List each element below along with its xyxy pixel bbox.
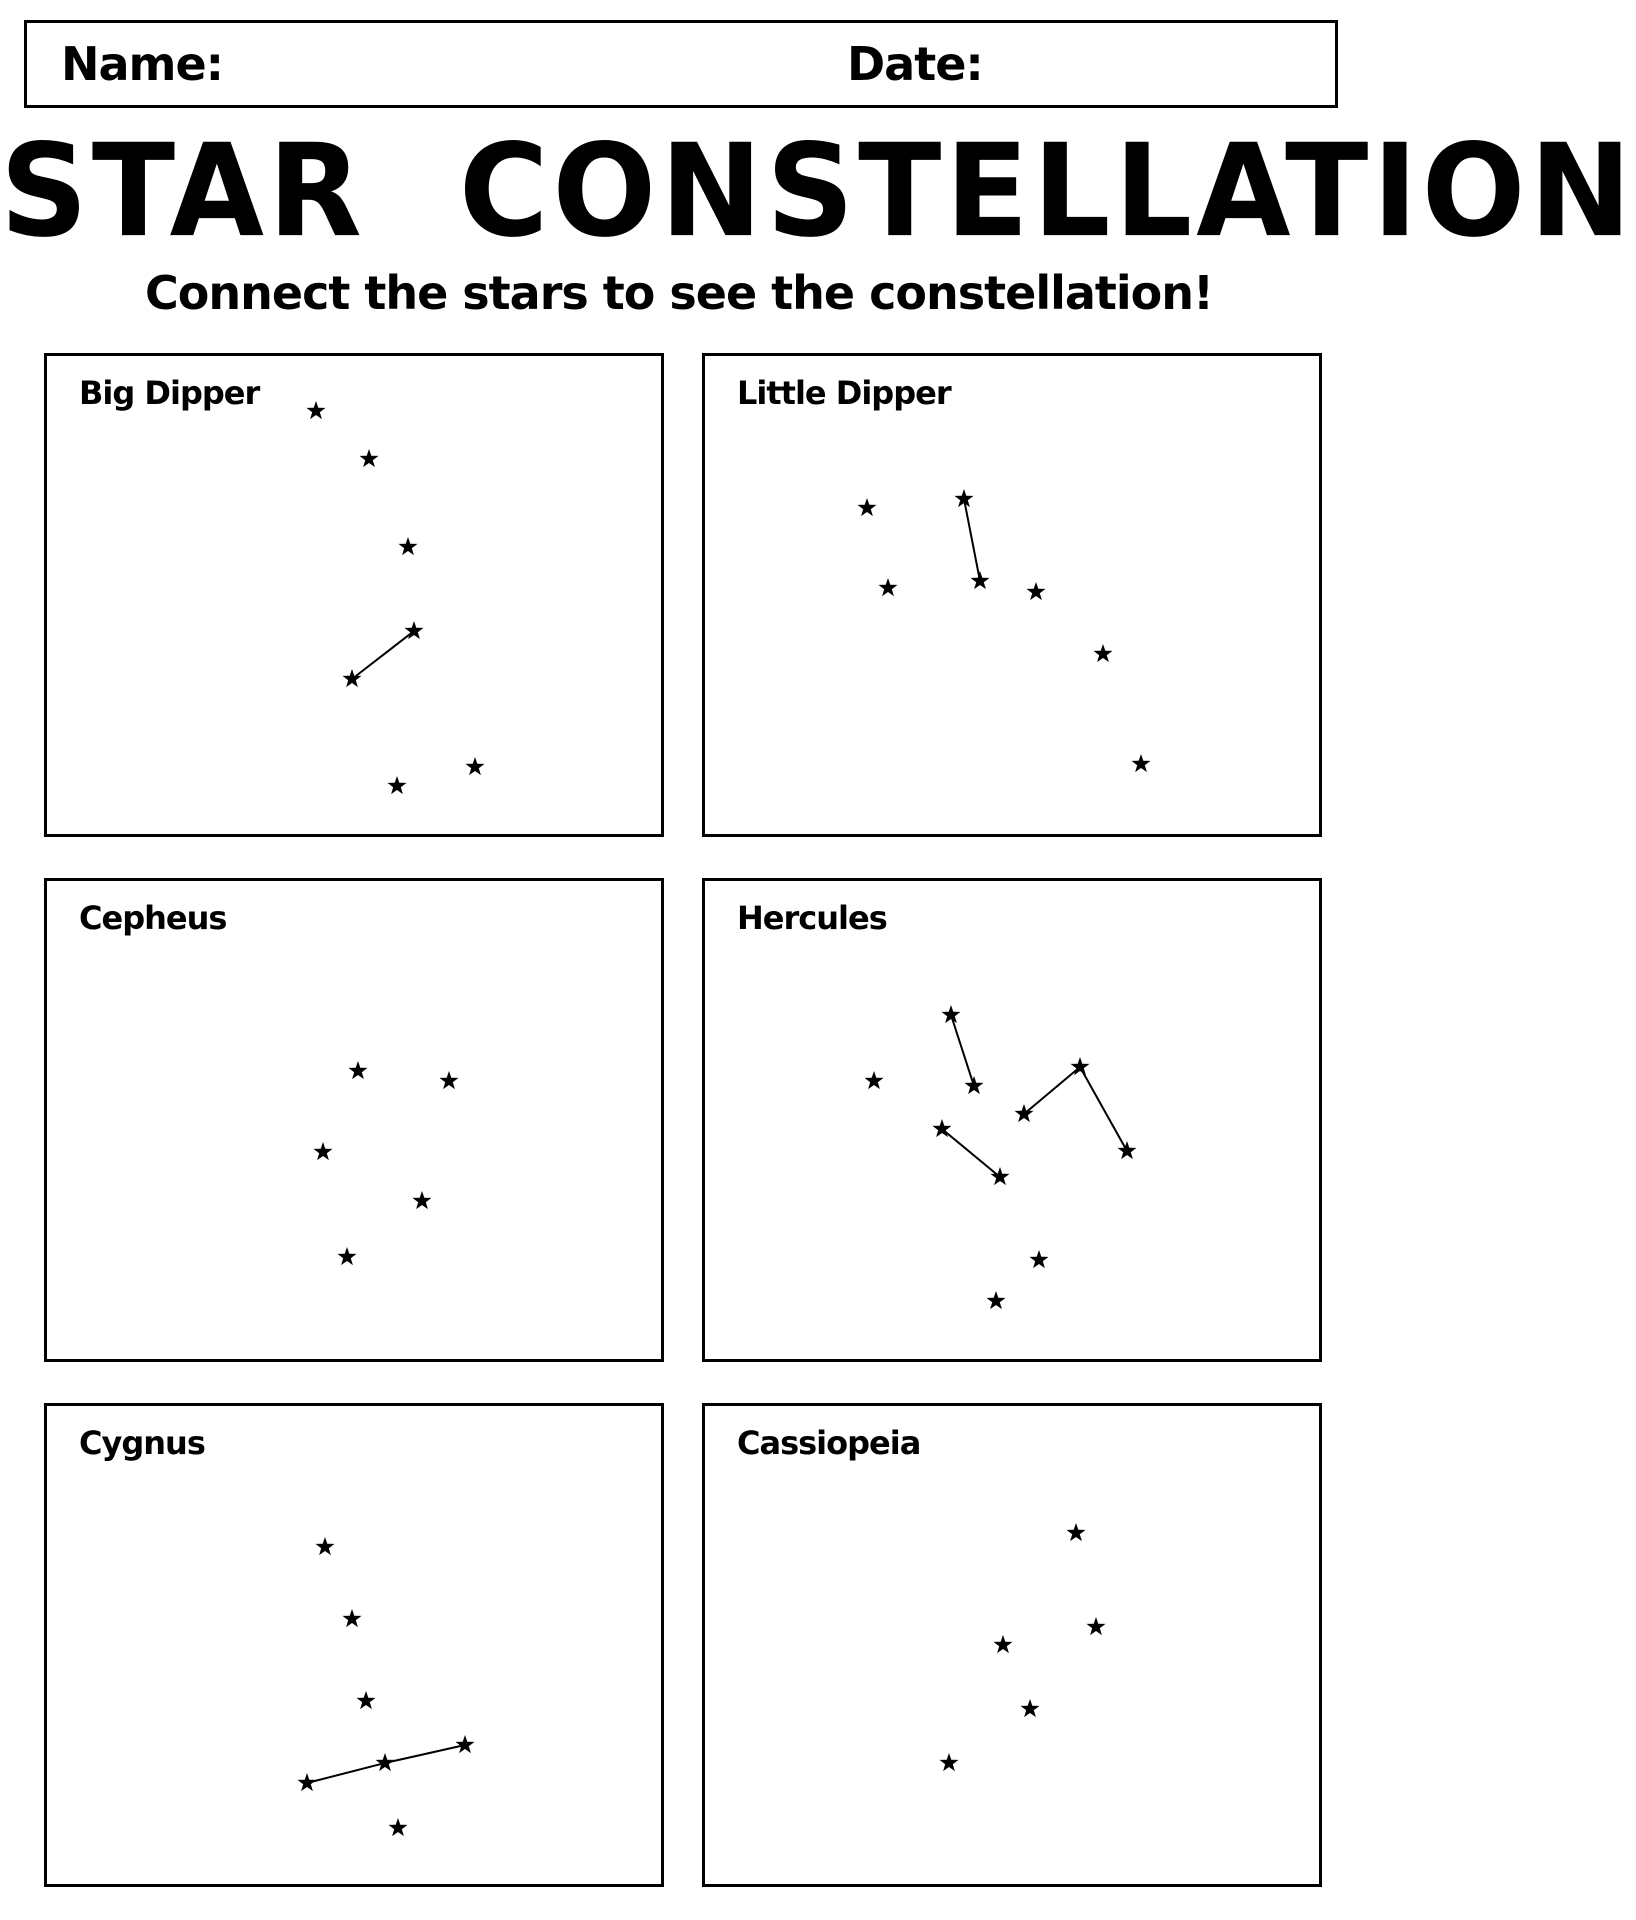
star-icon [858,498,877,516]
star-field [47,1406,667,1890]
star-icon [349,1061,368,1079]
star-icon [1094,644,1113,662]
worksheet-title: STAR CONSTELLATION [0,116,1636,266]
star-icon [338,1247,357,1265]
worksheet-instructions: Connect the stars to see the constellation! [145,266,1213,320]
panel-big-dipper [44,353,664,837]
star-icon [965,1076,984,1094]
panel-title: Little Dipper [737,374,951,412]
panel-title: Hercules [737,899,887,937]
star-icon [413,1191,432,1209]
star-field [47,356,667,840]
star-icon [865,1071,884,1089]
name-label: Name: [61,37,224,91]
star-icon [399,537,418,555]
panel-little-dipper [702,353,1322,837]
panel-hercules [702,878,1322,1362]
panel-title: Cassiopeia [737,1424,921,1462]
star-icon [456,1735,475,1753]
star-icon [994,1635,1013,1653]
star-icon [343,1609,362,1627]
star-icon [1067,1523,1086,1541]
star-field [705,1406,1325,1890]
panel-cygnus [44,1403,664,1887]
star-icon [991,1167,1010,1185]
star-icon [357,1691,376,1709]
star-icon [389,1818,408,1836]
star-icon [360,449,379,467]
star-icon [316,1537,335,1555]
star-icon [1132,754,1151,772]
star-icon [955,489,974,507]
panel-cassiopeia [702,1403,1322,1887]
panel-title: Big Dipper [79,374,260,412]
star-icon [1087,1617,1106,1635]
star-field [705,881,1325,1365]
star-icon [1027,582,1046,600]
panel-title: Cepheus [79,899,227,937]
star-icon [440,1071,459,1089]
star-icon [879,578,898,596]
star-icon [314,1142,333,1160]
star-icon [1030,1250,1049,1268]
star-icon [1118,1141,1137,1159]
star-icon [466,757,485,775]
name-date-box [24,20,1338,108]
star-icon [307,401,326,419]
star-icon [942,1005,961,1023]
star-icon [1021,1699,1040,1717]
date-label: Date: [847,37,983,91]
star-icon [1015,1104,1034,1122]
panel-title: Cygnus [79,1424,205,1462]
star-icon [971,571,990,589]
star-field [47,881,667,1365]
panel-cepheus [44,878,664,1362]
star-icon [388,776,407,794]
star-icon [343,669,362,687]
star-field [705,356,1325,840]
star-icon [987,1291,1006,1309]
star-icon [940,1753,959,1771]
